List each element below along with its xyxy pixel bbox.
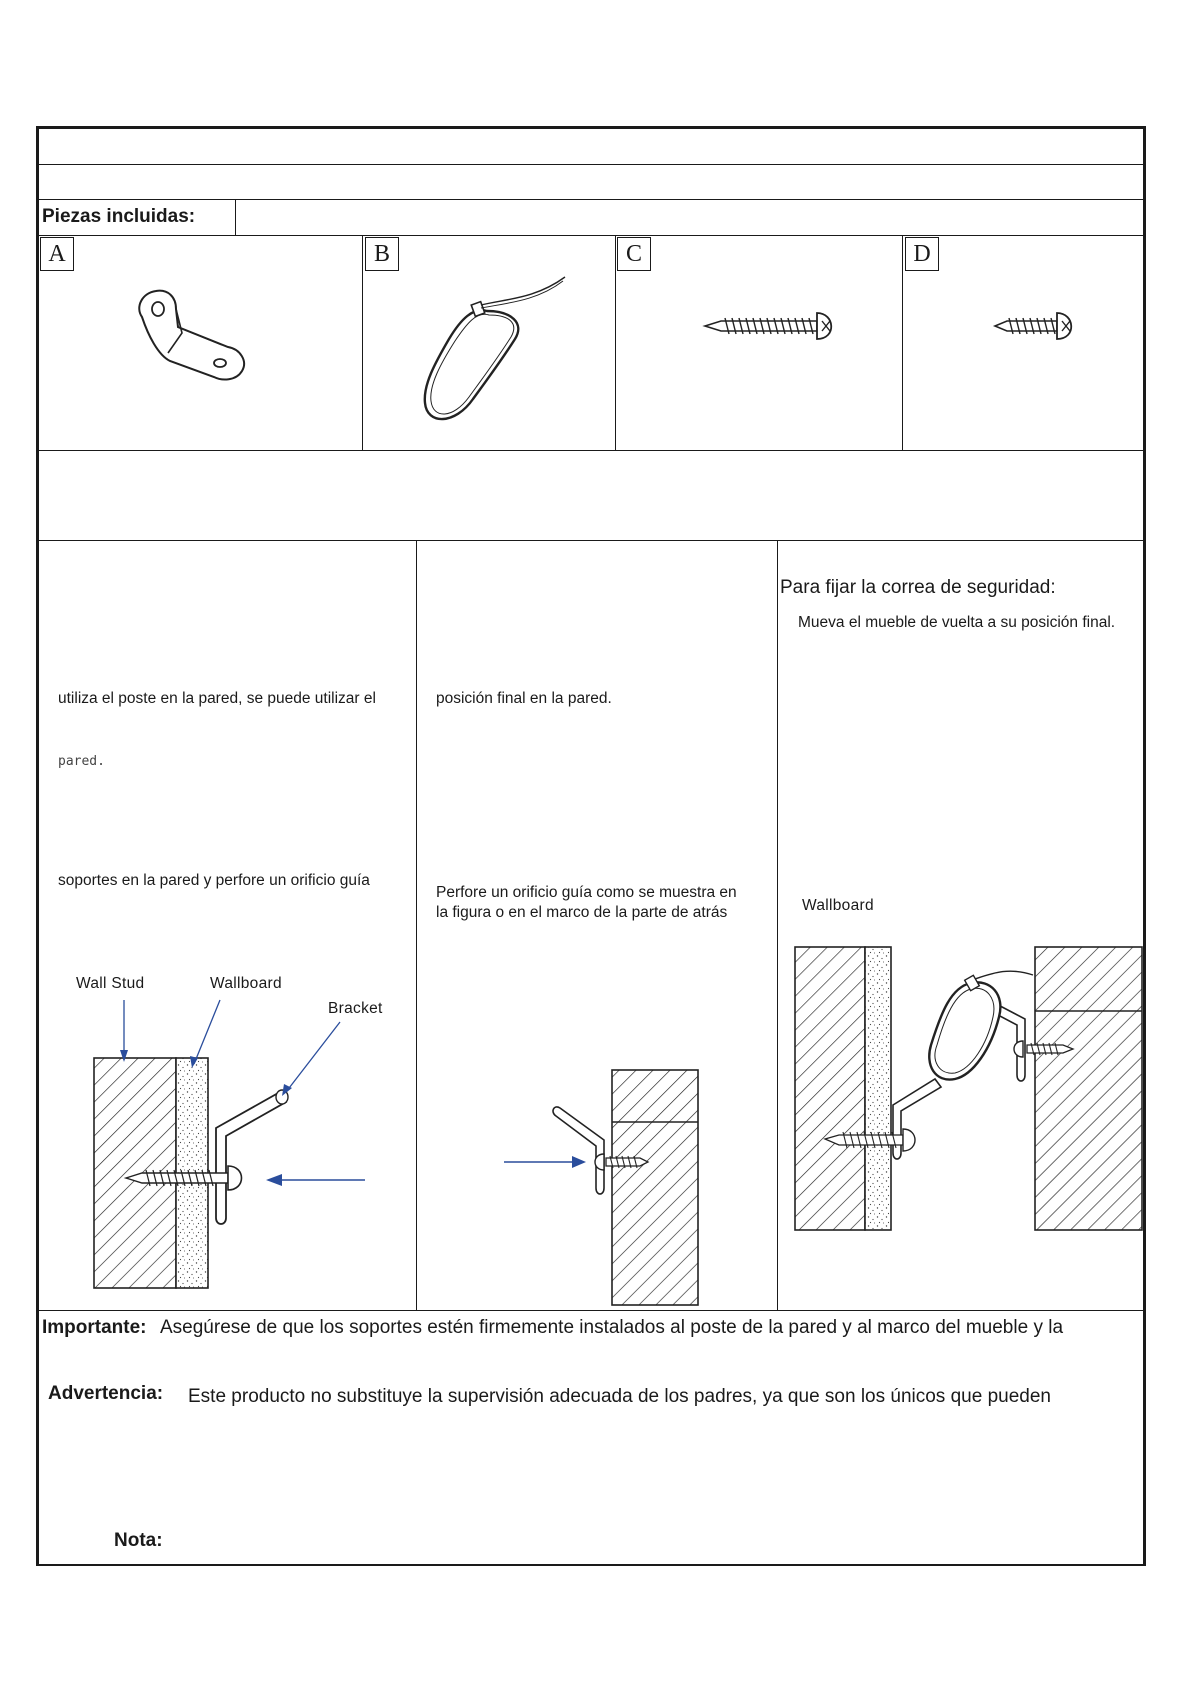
- label-wallboard-step3: Wallboard: [802, 897, 874, 914]
- strap-attachment-diagram: [795, 945, 1145, 1235]
- furniture-frame-bracket-diagram: [500, 1070, 710, 1310]
- label-wall-stud: Wall Stud: [76, 975, 145, 992]
- step2-text-line2b: la figura o en el marco de la parte de atrás: [436, 904, 728, 921]
- part-letter-b: B: [365, 237, 399, 271]
- parts-row-top: [36, 235, 1146, 236]
- part-letter-d: D: [905, 237, 939, 271]
- part-letter-a: A: [40, 237, 74, 271]
- footer-divider: [36, 1310, 1146, 1311]
- step3-title: Para fijar la correa de seguridad:: [780, 577, 1056, 598]
- parts-row-bottom: [36, 450, 1146, 451]
- importante-text: Asegúrese de que los soportes estén firmemente instalados al poste de la pared y al marco del mueble y la: [160, 1317, 1064, 1338]
- nota-label: Nota:: [114, 1530, 163, 1551]
- parts-col-divider-2: [615, 235, 616, 450]
- safety-strap-icon: [415, 275, 580, 435]
- bracket-icon: [130, 285, 260, 395]
- short-screw-icon: [995, 310, 1080, 342]
- step1-text-line1: utiliza el poste en la pared, se puede utilizar el: [58, 690, 376, 707]
- header-divider-2: [36, 199, 1146, 200]
- importante-label: Importante:: [42, 1317, 147, 1338]
- step2-text-line2a: Perfore un orificio guía como se muestra en: [436, 884, 737, 901]
- label-bracket: Bracket: [328, 1000, 383, 1017]
- part-letter-c: C: [617, 237, 651, 271]
- parts-col-divider-1: [362, 235, 363, 450]
- step2-text-line1: posición final en la pared.: [436, 690, 612, 707]
- parts-title: Piezas incluidas:: [42, 206, 196, 227]
- long-screw-icon: [705, 310, 840, 342]
- steps-col-divider-1: [416, 540, 417, 1310]
- advertencia-text: Este producto no substituye la supervisión adecuada de los padres, ya que son los únicos que pueden: [188, 1386, 1051, 1407]
- wall-stud-bracket-diagram: [60, 1000, 380, 1300]
- step1-text-line2: pared.: [58, 754, 105, 769]
- header-divider-1: [36, 164, 1146, 165]
- step1-text-line3: soportes en la pared y perfore un orificio guía: [58, 872, 370, 889]
- steps-row-top: [36, 540, 1146, 541]
- parts-title-divider: [235, 199, 236, 235]
- parts-col-divider-3: [902, 235, 903, 450]
- label-wallboard: Wallboard: [210, 975, 282, 992]
- advertencia-label: Advertencia:: [48, 1383, 164, 1404]
- step3-text-line1: Mueva el mueble de vuelta a su posición final.: [798, 614, 1116, 631]
- steps-col-divider-2: [777, 540, 778, 1310]
